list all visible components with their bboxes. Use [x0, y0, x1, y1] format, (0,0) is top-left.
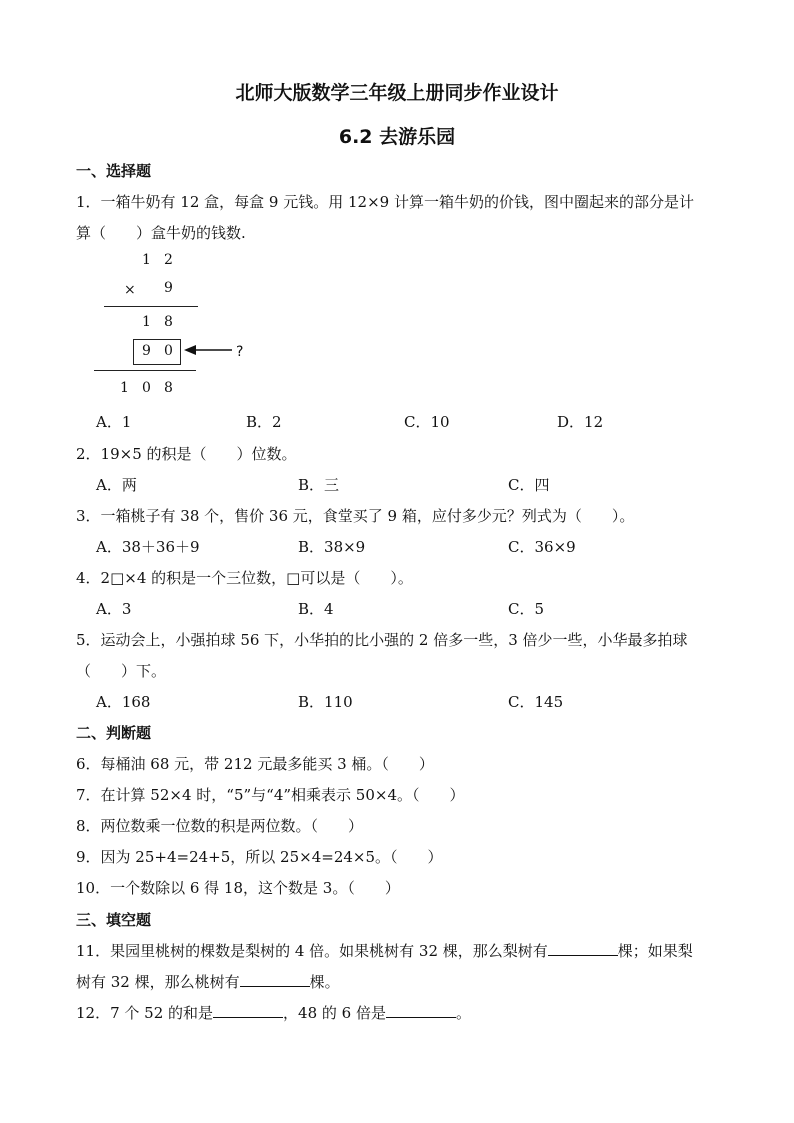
answer-blank[interactable] — [386, 1003, 456, 1018]
question-10: 10．一个数除以 6 得 18，这个数是 3。（ ） — [76, 879, 400, 897]
q1-option-a: A．1 — [96, 413, 132, 431]
question-1-line-2: 算（ ）盒牛奶的钱数. — [76, 224, 246, 242]
q1-option-c: C．10 — [404, 413, 450, 431]
answer-blank[interactable] — [548, 941, 618, 956]
section-heading-choice: 一、选择题 — [76, 162, 152, 180]
figure-rule-2 — [94, 370, 196, 371]
q1-option-b: B．2 — [246, 413, 282, 431]
multiply-sign: × — [124, 282, 136, 298]
figure-digit: 0 — [142, 380, 151, 396]
q3-option-a: A．38＋36＋9 — [96, 538, 200, 556]
figure-rule-1 — [104, 306, 198, 307]
q4-option-c: C．5 — [508, 600, 545, 618]
q4-option-a: A．3 — [96, 600, 132, 618]
q12-text-b: ，48 的 6 倍是 — [283, 1004, 386, 1022]
q5-option-b: B．110 — [298, 693, 353, 711]
question-2-line-1: 2．19×5 的积是（ ）位数。 — [76, 445, 297, 463]
q2-option-a: A．两 — [96, 476, 137, 494]
question-mark-label: ? — [236, 344, 244, 360]
question-6: 6．每桶油 68 元，带 212 元最多能买 3 桶。（ ） — [76, 755, 434, 773]
answer-blank[interactable] — [213, 1003, 283, 1018]
q12-text-a: 12．7 个 52 的和是 — [76, 1004, 214, 1022]
multiplication-figure — [100, 248, 260, 408]
q5-option-a: A．168 — [96, 693, 151, 711]
question-4-line-1: 4．2□×4 的积是一个三位数，□可以是（ ）。 — [76, 569, 413, 587]
q2-option-c: C．四 — [508, 476, 550, 494]
q11-text-a: 11．果园里桃树的棵数是梨树的 4 倍。如果桃树有 32 棵，那么梨树有 — [76, 942, 548, 960]
q3-option-c: C．36×9 — [508, 538, 576, 556]
figure-digit: 1 — [142, 252, 151, 268]
q1-option-d: D．12 — [557, 413, 604, 431]
document-title: 北师大版数学三年级上册同步作业设计 — [235, 82, 559, 104]
figure-digit: 8 — [164, 380, 173, 396]
document-subtitle: 6.2 去游乐园 — [338, 126, 456, 148]
q11-text-c: 树有 32 棵，那么桃树有 — [76, 973, 240, 991]
figure-digit: 0 — [164, 343, 173, 359]
arrow-left-icon — [184, 342, 236, 358]
question-12 — [76, 1002, 471, 1023]
q2-option-b: B．三 — [298, 476, 340, 494]
q5-option-c: C．145 — [508, 693, 564, 711]
figure-digit: 9 — [142, 343, 151, 359]
question-1-line-1: 1．一箱牛奶有 12 盒，每盒 9 元钱。用 12×9 计算一箱牛奶的价钱，图中圈起来的部分是计 — [76, 193, 694, 211]
figure-digit: 8 — [164, 314, 173, 330]
question-3-line-1: 3．一箱桃子有 38 个，售价 36 元，食堂买了 9 箱，应付多少元？列式为（ ）。 — [76, 507, 635, 525]
question-9: 9．因为 25+4=24+5，所以 25×4=24×5。（ ） — [76, 848, 443, 866]
q3-option-b: B．38×9 — [298, 538, 366, 556]
q11-text-d: 棵。 — [309, 973, 340, 991]
question-8: 8．两位数乘一位数的积是两位数。（ ） — [76, 817, 364, 835]
figure-digit: 1 — [120, 380, 129, 396]
answer-blank[interactable] — [240, 972, 310, 987]
q4-option-b: B．4 — [298, 600, 334, 618]
question-11-line-1 — [76, 940, 693, 961]
q12-text-c: 。 — [455, 1004, 471, 1022]
circled-partial-product — [133, 339, 181, 365]
figure-digit: 1 — [142, 314, 151, 330]
question-5-line-1: 5．运动会上，小强拍球 56 下，小华拍的比小强的 2 倍多一些，3 倍少一些，小华最多拍球 — [76, 631, 688, 649]
section-heading-fill: 三、填空题 — [76, 911, 152, 929]
question-5-line-2: （ ）下。 — [76, 662, 167, 680]
section-heading-judge: 二、判断题 — [76, 724, 152, 742]
q11-text-b: 棵；如果梨 — [617, 942, 693, 960]
question-7: 7．在计算 52×4 时，“5”与“4”相乘表示 50×4。（ ） — [76, 786, 465, 804]
figure-digit: 9 — [164, 280, 173, 296]
figure-digit: 2 — [164, 252, 173, 268]
question-11-line-2 — [76, 971, 340, 992]
